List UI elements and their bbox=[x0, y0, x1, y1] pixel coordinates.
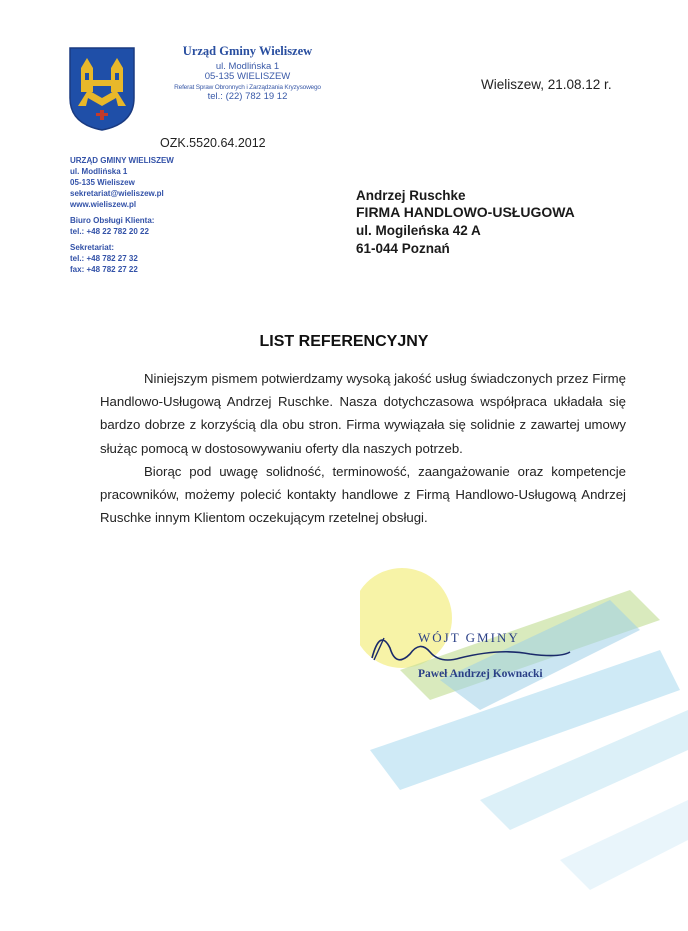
sidebar-secretariat-fax: fax: +48 782 27 22 bbox=[70, 265, 138, 274]
sidebar-street: ul. Modlińska 1 bbox=[70, 167, 128, 176]
body-paragraph-1: Niniejszym pismem potwierdzamy wysoką jakość usług świadczonych przez Firmę Handlowo-Usługową Andrzej Ruschke. Nasza dotychczasowa współpraca układała się bardzo dobrze z korzyścią dla obu stron. Firma wywiązała się solidnie z zawartej umowy służąc pomocą w dostosowywaniu oferty dla naszych potrzeb. bbox=[100, 371, 626, 456]
sidebar-client-office-phone: tel.: +48 22 782 20 22 bbox=[70, 227, 149, 236]
recipient-name: Andrzej Ruschke bbox=[356, 188, 466, 203]
body-paragraph-2: Biorąc pod uwagę solidność, terminowość, zaangażowanie oraz kompetencje pracowników, możemy polecić kontakty handlowe z Firmą Handlowo-Usługową Andrzej Ruschke innym Klientom oczekującym rzetelnej obsługi. bbox=[100, 464, 626, 526]
recipient-street: ul. Mogileńska 42 A bbox=[356, 223, 481, 238]
sidebar-email: sekretariat@wieliszew.pl bbox=[70, 189, 164, 198]
sidebar-secretariat-phone: tel.: +48 782 27 32 bbox=[70, 254, 138, 263]
reference-number: OZK.5520.64.2012 bbox=[160, 136, 266, 150]
stamp-title: WÓJT GMINY bbox=[418, 630, 520, 645]
sidebar-client-office-label: Biuro Obsługi Klienta: bbox=[70, 216, 155, 225]
place-date: Wieliszew, 21.08.12 r. bbox=[481, 77, 612, 92]
municipality-crest-logo bbox=[68, 46, 136, 132]
office-name: Urząd Gminy Wieliszew bbox=[182, 44, 313, 58]
sidebar-postal-city: 05-135 Wieliszew bbox=[70, 178, 135, 187]
stamp-name: Paweł Andrzej Kownacki bbox=[418, 668, 543, 680]
document-title: LIST REFERENCYJNY bbox=[259, 333, 429, 350]
decorative-color-swoosh bbox=[360, 560, 688, 931]
office-department: Referat Spraw Obronnych i Zarządzania Kryzysowego bbox=[174, 84, 321, 91]
sidebar-secretariat-label: Sekretariat: bbox=[70, 243, 115, 252]
recipient-postal-city: 61-044 Poznań bbox=[356, 241, 450, 256]
sidebar-website: www.wieliszew.pl bbox=[70, 200, 137, 209]
recipient-company: FIRMA HANDLOWO-USŁUGOWA bbox=[356, 204, 575, 220]
office-street: ul. Modlińska 1 bbox=[215, 61, 280, 72]
office-postal-city: 05-135 WIELISZEW bbox=[204, 71, 291, 82]
office-phone: tel.: (22) 782 19 12 bbox=[207, 91, 288, 102]
sidebar-office: URZĄD GMINY WIELISZEW bbox=[70, 156, 174, 165]
